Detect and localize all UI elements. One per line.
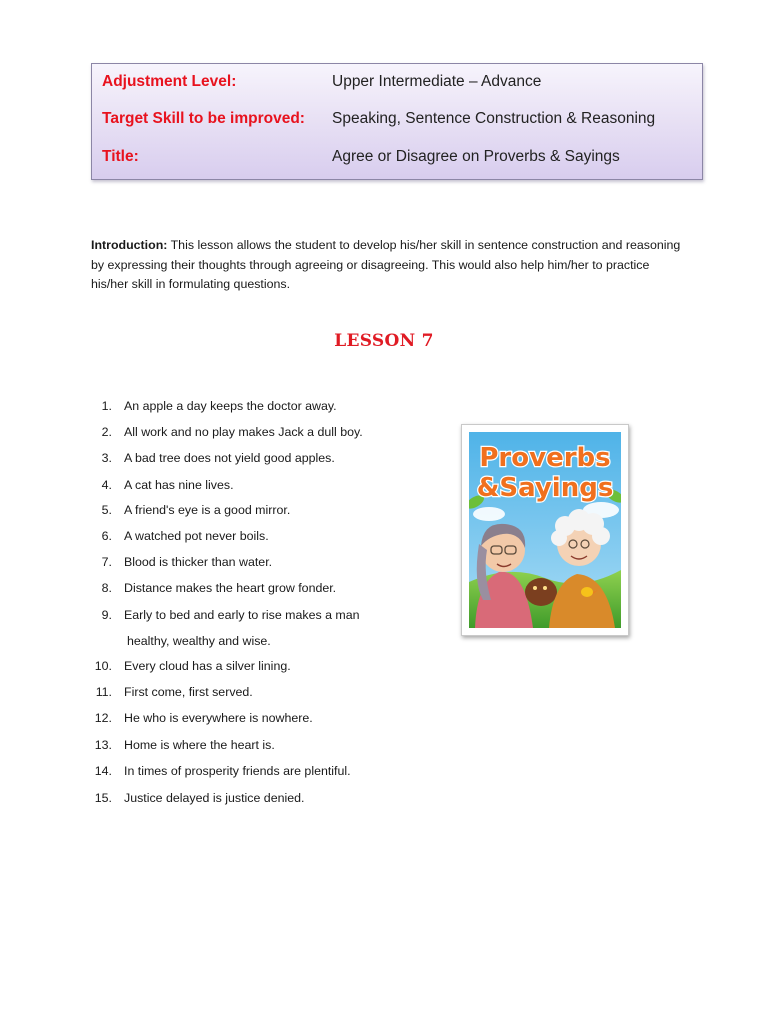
list-item — [80, 790, 500, 807]
introduction-paragraph — [91, 236, 681, 295]
introduction-label: Introduction: — [91, 238, 168, 253]
info-value: Upper Intermediate – Advance — [332, 73, 542, 90]
item-number: 1. — [101, 399, 112, 413]
list-item — [80, 580, 500, 597]
item-text-continuation: healthy, wealthy and wise. — [127, 634, 271, 648]
list-item — [80, 710, 500, 727]
item-text: Early to bed and early to rise makes a man — [124, 608, 360, 622]
item-text: Blood is thicker than water. — [124, 555, 273, 569]
item-text: A friend's eye is a good mirror. — [124, 503, 291, 517]
info-row-adjustment-level — [92, 70, 702, 94]
item-number: 12. — [94, 711, 112, 725]
item-text: A cat has nine lives. — [124, 478, 234, 492]
book-cover-illustration — [469, 432, 621, 628]
info-value: Agree or Disagree on Proverbs & Sayings — [332, 148, 620, 165]
list-item — [80, 398, 500, 415]
list-item — [80, 424, 500, 441]
item-number: 6. — [101, 529, 112, 543]
item-number: 9. — [101, 608, 112, 622]
item-number: 7. — [101, 555, 112, 569]
item-text: He who is everywhere is nowhere. — [124, 711, 313, 725]
list-item — [80, 607, 500, 648]
list-item — [80, 450, 500, 467]
info-row-title — [92, 145, 702, 169]
info-label: Title: — [102, 148, 139, 165]
item-text: All work and no play makes Jack a dull boy. — [124, 425, 363, 439]
item-number: 10. — [94, 659, 112, 673]
list-item — [80, 477, 500, 494]
item-text: A watched pot never boils. — [124, 529, 269, 543]
item-text: Justice delayed is justice denied. — [124, 791, 305, 805]
item-number: 8. — [101, 581, 112, 595]
introduction-text: This lesson allows the student to develop his/her skill in sentence construction and reasoning by expressing their thoughts through agreeing or disagreeing. This would also help him/her to practice his/her skill in formulating questions. — [91, 238, 681, 292]
cover-title-line2: &Sayings — [476, 473, 614, 503]
lesson-heading: LESSON 7 — [334, 331, 434, 351]
item-text: An apple a day keeps the doctor away. — [124, 399, 337, 413]
item-text: First come, first served. — [124, 685, 253, 699]
list-item — [80, 684, 500, 701]
item-number: 13. — [94, 738, 112, 752]
item-text: Distance makes the heart grow fonder. — [124, 581, 337, 595]
info-value: Speaking, Sentence Construction & Reasoning — [332, 110, 656, 127]
info-label: Target Skill to be improved: — [102, 110, 305, 127]
item-text: A bad tree does not yield good apples. — [124, 451, 335, 465]
list-item — [80, 763, 500, 780]
item-text: In times of prosperity friends are plentiful. — [124, 764, 351, 778]
item-text: Home is where the heart is. — [124, 738, 275, 752]
item-number: 3. — [101, 451, 112, 465]
cover-title-line1: Proverbs — [479, 443, 611, 473]
info-label: Adjustment Level: — [102, 73, 237, 90]
item-number: 14. — [94, 764, 112, 778]
info-row-target-skill — [92, 107, 702, 131]
list-item — [80, 528, 500, 545]
lesson-info-box — [91, 63, 703, 180]
list-item — [80, 658, 500, 675]
list-item — [80, 737, 500, 754]
book-cover-image — [461, 424, 629, 636]
list-item — [80, 554, 500, 571]
item-number: 4. — [101, 478, 112, 492]
list-item — [80, 502, 500, 519]
item-text: Every cloud has a silver lining. — [124, 659, 291, 673]
item-number: 2. — [101, 425, 112, 439]
item-number: 11. — [95, 685, 112, 699]
item-number: 15. — [94, 791, 112, 805]
item-number: 5. — [101, 503, 112, 517]
